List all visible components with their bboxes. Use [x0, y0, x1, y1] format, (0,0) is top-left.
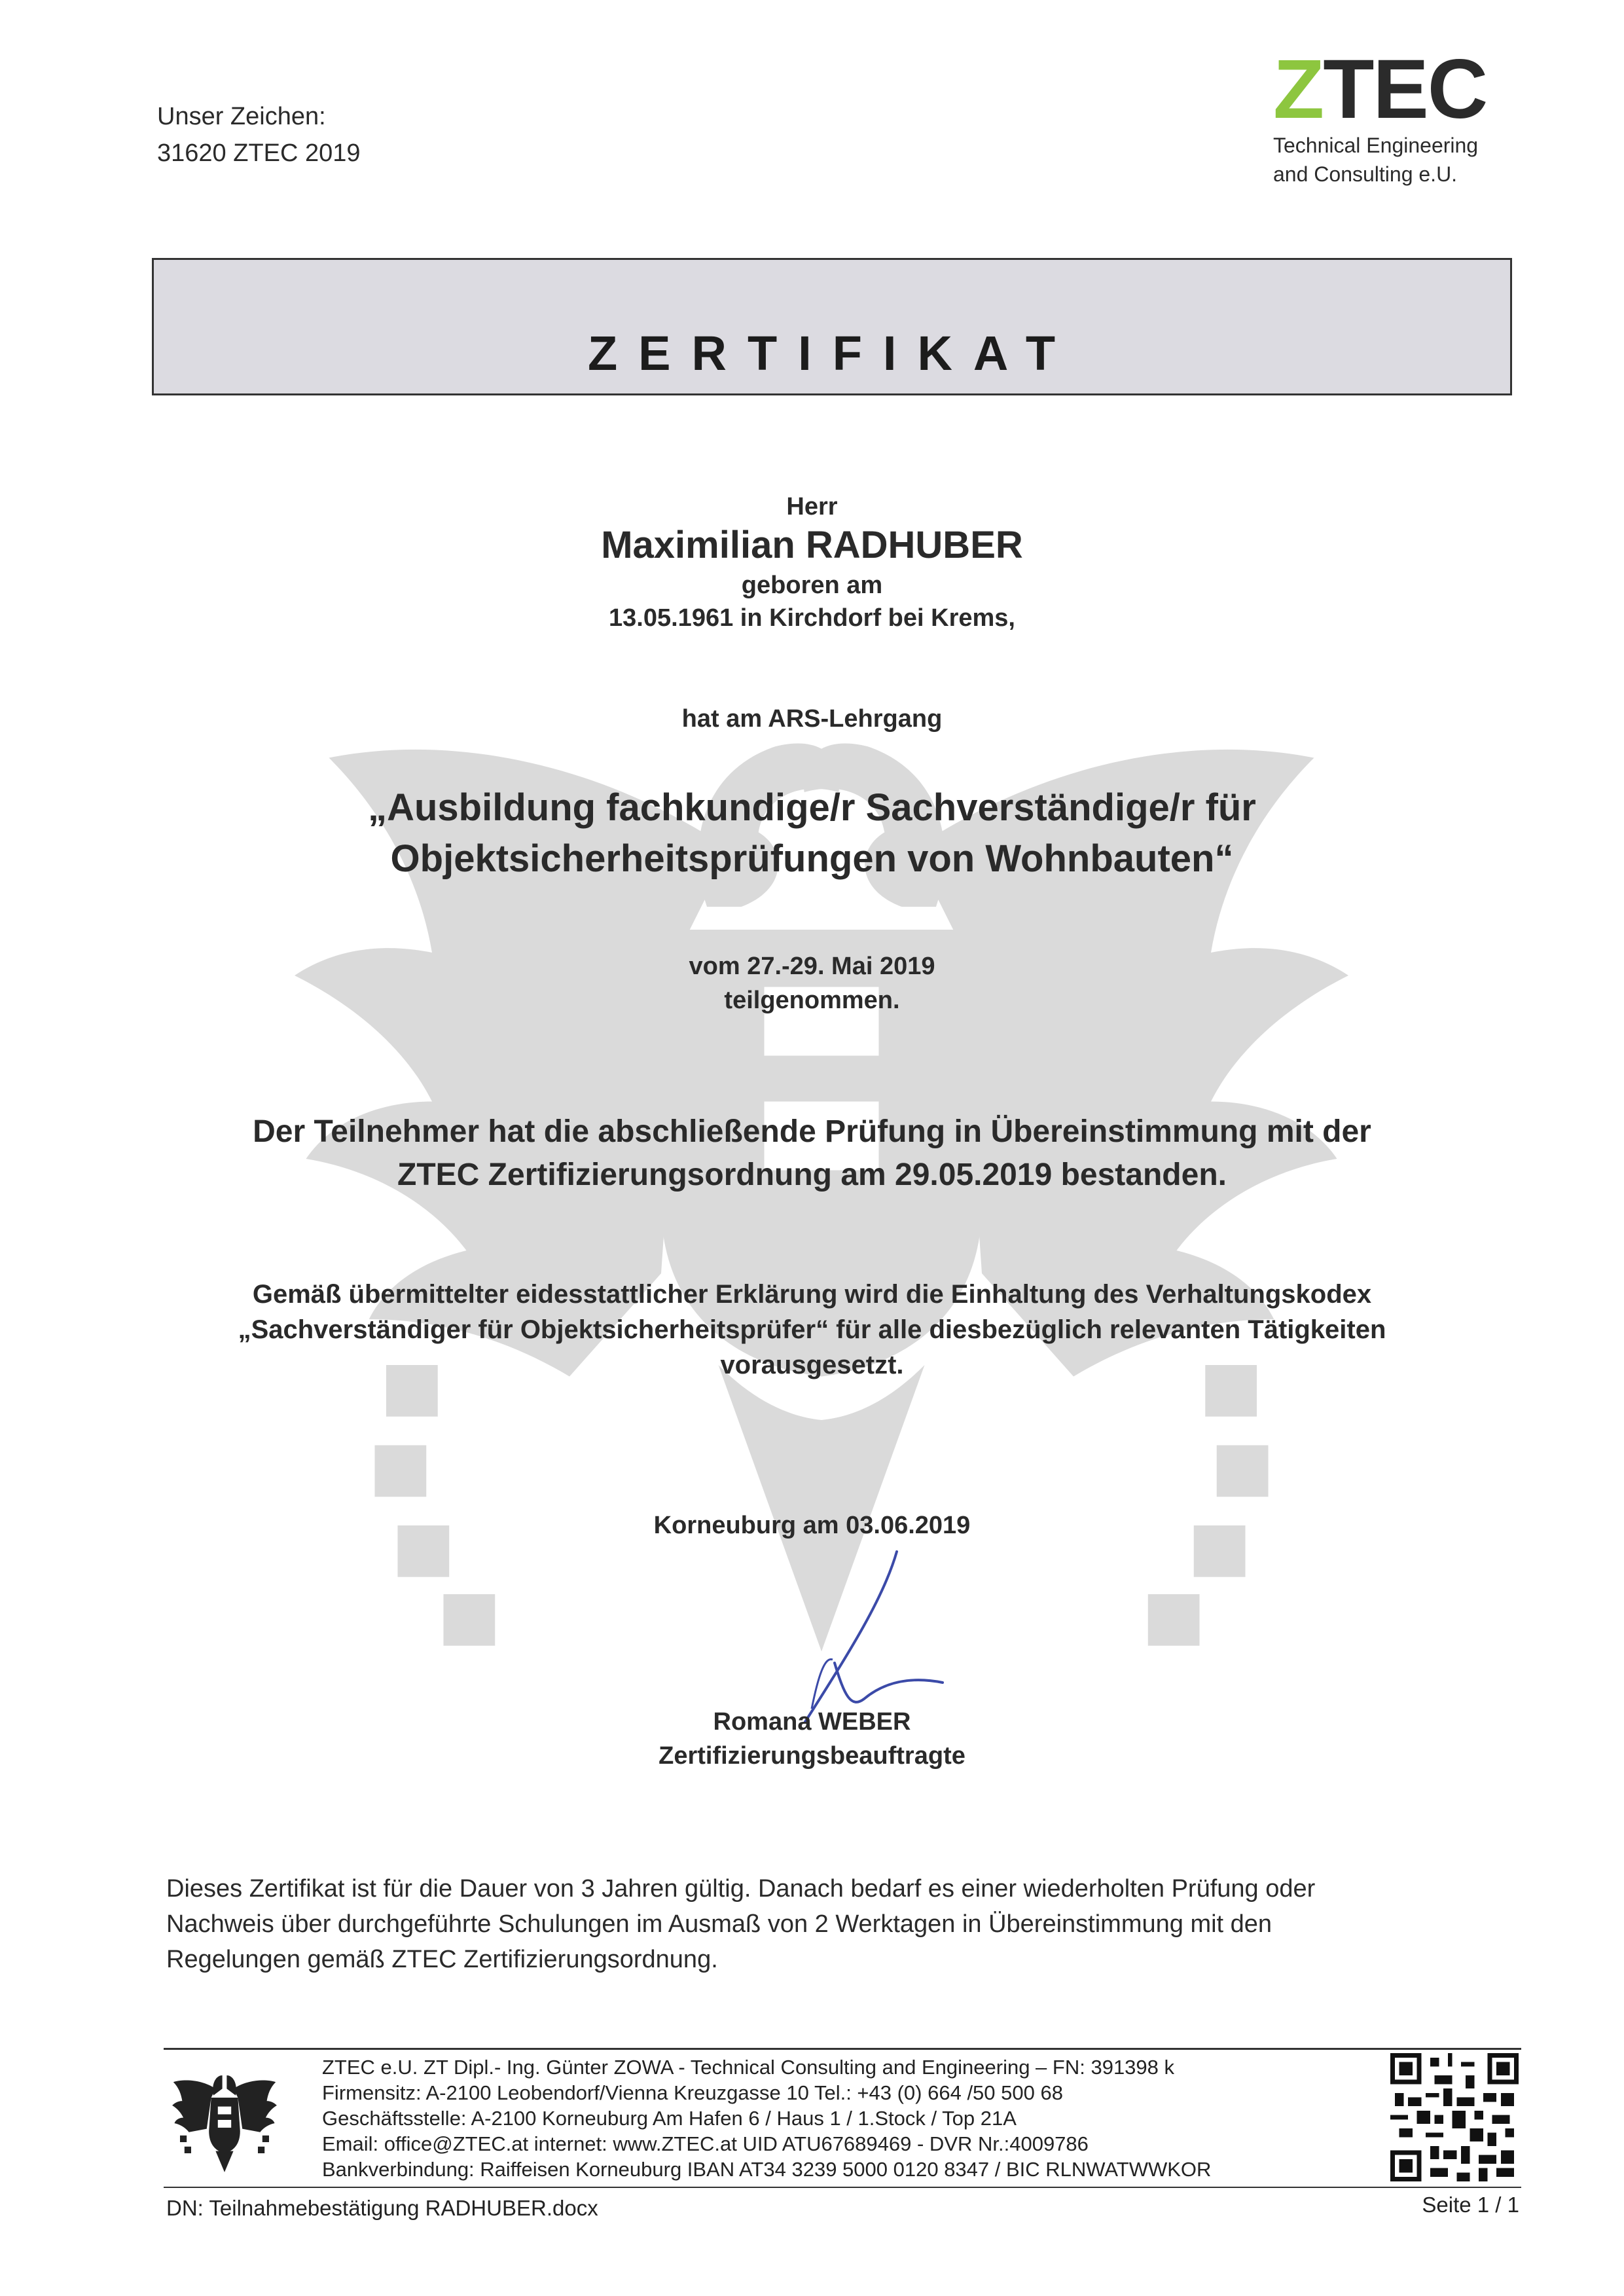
course-date: vom 27.-29. Mai 2019 — [689, 953, 935, 980]
footer-line-4: Email: office@ZTEC.at internet: www.ZTEC.at UID ATU67689469 - DVR Nr.:4009786 — [322, 2132, 1089, 2155]
footer-line-1: ZTEC e.U. ZT Dipl.- Ing. Günter ZOWA - Technical Consulting and Engineering – FN: 391398 k — [322, 2056, 1175, 2079]
certificate-title-box — [152, 258, 1512, 395]
ztec-logo — [1273, 43, 1502, 189]
course-name-line-2: Objektsicherheitsprüfungen von Wohnbauten“ — [390, 837, 1234, 880]
footer-line-3: Geschäftsstelle: A-2100 Korneuburg Am Hafen 6 / Haus 1 / 1.Stock / Top 21A — [322, 2107, 1017, 2130]
logo-z: Z — [1273, 43, 1324, 136]
born-detail: 13.05.1961 in Kirchdorf bei Krems, — [609, 604, 1015, 632]
certificate-title: ZERTIFIKAT — [587, 326, 1077, 380]
logo-tagline — [1273, 131, 1502, 189]
course-name-line-1: „Ausbildung fachkundige/r Sachverständige/r für — [368, 786, 1256, 829]
salutation: Herr — [786, 493, 838, 520]
validity-line-1: Dieses Zertifikat ist für die Dauer von 3 Jahren gültig. Danach bedarf es einer wiederholten Prüfung oder — [166, 1875, 1316, 1903]
footer-company-info — [322, 2054, 1211, 2182]
validity-line-3: Regelungen gemäß ZTEC Zertifizierungsordnung. — [166, 1946, 718, 1973]
result-line-2: ZTEC Zertifizierungsordnung am 29.05.2019 bestanden. — [397, 1157, 1227, 1192]
page-number: Seite 1 / 1 — [1422, 2193, 1519, 2217]
place-date: Korneuburg am 03.06.2019 — [653, 1512, 971, 1539]
footer-line-2: Firmensitz: A-2100 Leobendorf/Vienna Kreuzgasse 10 Tel.: +43 (0) 664 /50 500 68 — [322, 2081, 1063, 2104]
kodex-line-1: Gemäß übermittelter eidesstattlicher Erklärung wird die Einhaltung des Verhaltungskodex — [252, 1280, 1372, 1309]
document-name: DN: Teilnahmebestätigung RADHUBER.docx — [166, 2196, 598, 2220]
logo-tec: TEC — [1323, 43, 1487, 136]
logo-wordmark — [1273, 43, 1502, 136]
qr-code-icon[interactable] — [1390, 2053, 1519, 2181]
reference-block — [157, 98, 361, 172]
signer-role: Zertifizierungsbeauftragte — [659, 1742, 965, 1770]
kodex-line-2: „Sachverständiger für Objektsicherheitsprüfer“ für alle diesbezüglich relevanten Tätigkeiten — [238, 1315, 1386, 1344]
footer-divider-bottom — [164, 2187, 1521, 2188]
result-line-1: Der Teilnehmer hat die abschließende Prüfung in Übereinstimmung mit der — [253, 1114, 1371, 1149]
footer-line-5: Bankverbindung: Raiffeisen Korneuburg IBAN AT34 3239 5000 0120 8347 / BIC RLNWATWWKOR — [322, 2158, 1212, 2181]
validity-paragraph — [166, 1871, 1475, 1977]
born-label: geboren am — [741, 572, 883, 599]
validity-line-2: Nachweis über durchgeführte Schulungen im Ausmaß von 2 Werktagen in Übereinstimmung mit den — [166, 1910, 1272, 1938]
signer-name: Romana WEBER — [713, 1708, 911, 1736]
footer-eagle-icon — [169, 2061, 280, 2179]
course-intro: hat am ARS-Lehrgang — [681, 705, 943, 733]
participated-text: teilgenommen. — [724, 987, 900, 1014]
footer-divider-top — [164, 2048, 1521, 2050]
recipient-name: Maximilian RADHUBER — [601, 524, 1023, 566]
kodex-line-3: vorausgesetzt. — [720, 1351, 904, 1379]
logo-tagline-2: and Consulting e.U. — [1273, 162, 1458, 186]
logo-tagline-1: Technical Engineering — [1273, 134, 1479, 157]
reference-label: Unser Zeichen: — [157, 103, 326, 130]
reference-value: 31620 ZTEC 2019 — [157, 139, 361, 167]
